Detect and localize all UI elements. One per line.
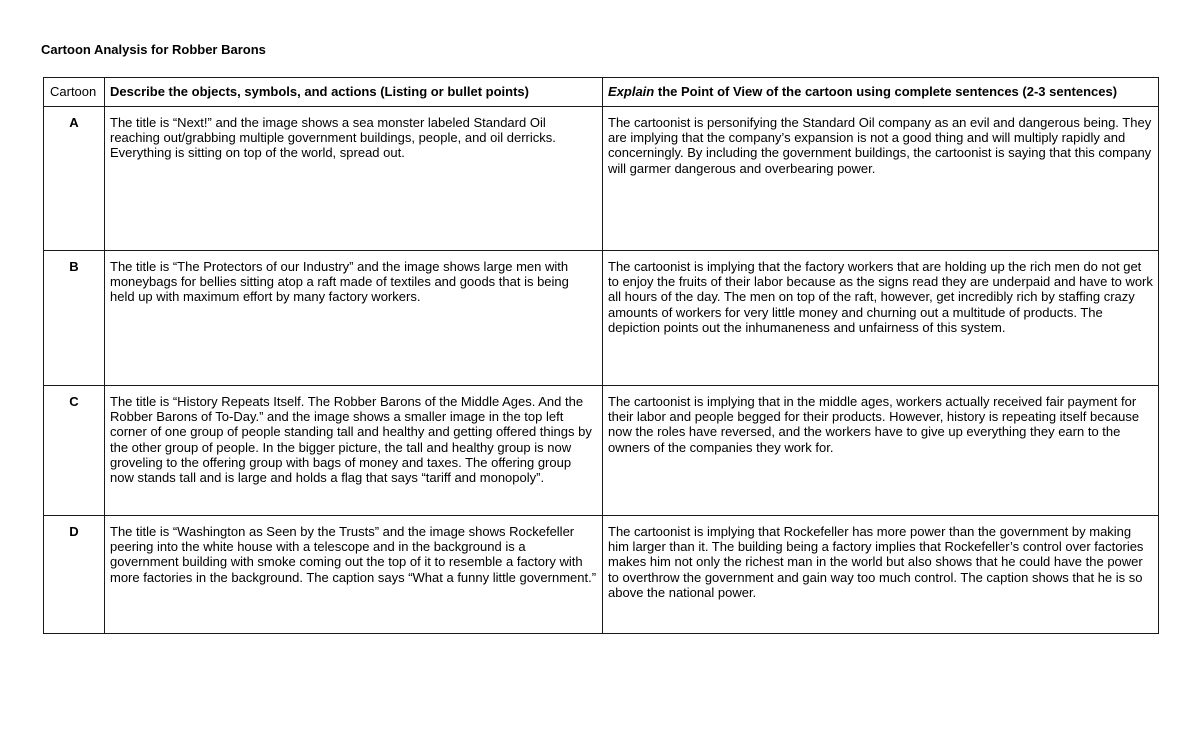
header-explain-emphasis: Explain xyxy=(608,84,655,100)
analysis-table xyxy=(43,77,1159,634)
description-cell: The title is “The Protectors of our Industry” and the image shows large men with moneybags for bellies sitting atop a raft made of textiles and goods that is being held up with maximum effort by many factory workers. xyxy=(105,251,603,386)
table-row xyxy=(44,251,1159,386)
header-explain xyxy=(603,78,1159,107)
description-cell: The title is “History Repeats Itself. The Robber Barons of the Middle Ages. And the Robber Barons of To-Day.” and the image shows a smaller image in the top left corner of one group of people standing tall and healthy and getting offered things by the other group of people. In the bigger picture, the tall and healthy group is now groveling to the offering group with bags of money and taxes. The offering group now stands tall and is large and holds a flag that says “tariff and monopoly”. xyxy=(105,386,603,516)
table-row xyxy=(44,516,1159,634)
cartoon-label: A xyxy=(44,107,105,251)
header-cartoon: Cartoon xyxy=(44,78,105,107)
document-title: Cartoon Analysis for Robber Barons xyxy=(41,42,266,57)
description-cell: The title is “Washington as Seen by the Trusts” and the image shows Rockefeller peering into the white house with a telescope and in the background is a government building with smoke coming out the top of it to resemble a factory with more factories in the background. The caption says “What a funny little government.” xyxy=(105,516,603,634)
point-of-view-cell: The cartoonist is implying that in the middle ages, workers actually received fair payment for their labor and people begged for their products. However, history is repeating itself because now the roles have reversed, and the workers have to give up everything they earn to the owners of the companies they work for. xyxy=(603,386,1159,516)
cartoon-label: C xyxy=(44,386,105,516)
table-header-row xyxy=(44,78,1159,107)
description-cell: The title is “Next!” and the image shows a sea monster labeled Standard Oil reaching out/grabbing multiple government buildings, people, and oil derricks. Everything is sitting on top of the world, spread out. xyxy=(105,107,603,251)
point-of-view-cell: The cartoonist is implying that the factory workers that are holding up the rich men do not get to enjoy the fruits of their labor because as the signs read they are underpaid and have to work all hours of the day. The men on top of the raft, however, get incredibly rich by staffing crazy amounts of workers for very little money and churning out a multitude of products. The depiction points out the inhumaneness and unfairness of this system. xyxy=(603,251,1159,386)
table-row xyxy=(44,386,1159,516)
header-describe: Describe the objects, symbols, and actions (Listing or bullet points) xyxy=(105,78,603,107)
point-of-view-cell: The cartoonist is implying that Rockefeller has more power than the government by making him larger than it. The building being a factory implies that Rockefeller’s control over factories makes him not only the richest man in the world but also shows that he could have the power to overthrow the government and gain way too much control. The caption shows that he is so above the national power. xyxy=(603,516,1159,634)
table-row xyxy=(44,107,1159,251)
header-explain-rest: the Point of View of the cartoon using complete sentences (2-3 sentences) xyxy=(654,84,1118,100)
cartoon-label: B xyxy=(44,251,105,386)
point-of-view-cell: The cartoonist is personifying the Standard Oil company as an evil and dangerous being. They are implying that the company’s expansion is not a good thing and will multiply rapidly and concerningly. By including the government buildings, the cartoonist is saying that this company will garmer dangerous and overbearing power. xyxy=(603,107,1159,251)
cartoon-label: D xyxy=(44,516,105,634)
